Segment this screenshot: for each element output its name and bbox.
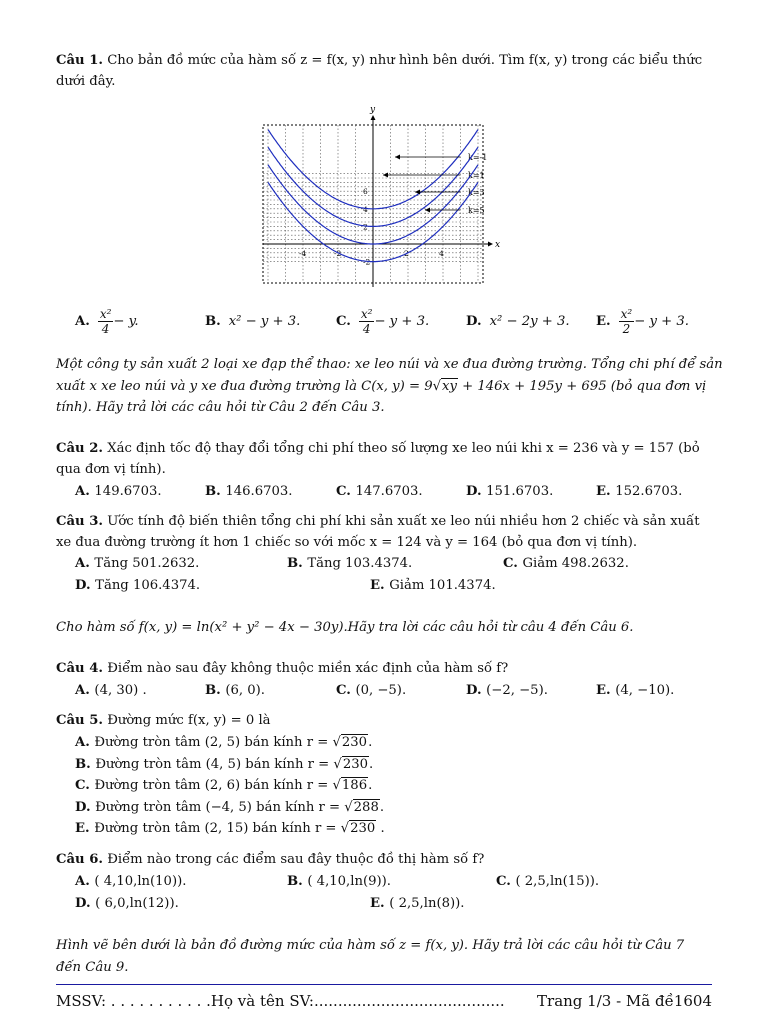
- q1-option-text: − y + 3.: [634, 313, 689, 329]
- q4-option-d: [466, 683, 548, 698]
- q6-option-d: [75, 896, 179, 911]
- q1-option-c: [336, 303, 429, 339]
- q4-option-c: [336, 683, 406, 698]
- q6-option-d-text: ( 6,0,ln(12)).: [95, 896, 179, 911]
- y-tick-label: 2: [363, 222, 368, 232]
- q1-option-letter: E.: [596, 313, 611, 329]
- q4-option-a-letter: A.: [75, 683, 95, 698]
- q6-text: Điểm nào trong các điểm sau đây thuộc đồ thị hàm số f?: [107, 852, 485, 867]
- q1-option-text: x² − y + 3.: [228, 313, 301, 329]
- q5-option-text: Đường tròn tâm (2, 5) bán kính r = √: [94, 735, 341, 750]
- q3-option-d: [75, 578, 200, 593]
- q2-option-a-letter: A.: [75, 484, 95, 499]
- q3-option-e-letter: E.: [370, 578, 390, 593]
- q3-text: Ước tính độ biến thiên tổng chi phí khi sản xuất xe leo núi nhiều hơn 2 chiếc và sản xuất: [107, 514, 700, 529]
- q5-option-text: Đường tròn tâm (−4, 5) bán kính r = √: [95, 799, 353, 815]
- q1-line1: [56, 53, 702, 68]
- q2-option-e-letter: E.: [596, 484, 616, 499]
- q5-option-end: .: [368, 735, 373, 750]
- series-label: k=1: [468, 171, 485, 180]
- q1-label: Câu 1.: [56, 53, 103, 68]
- q6-option-c-letter: C.: [496, 874, 516, 889]
- q1-option-letter: A.: [75, 313, 90, 329]
- label-pointer-arrow: [383, 173, 388, 178]
- q4-option-b-letter: B.: [205, 683, 226, 698]
- q3-option-c-text: Giảm 498.2632.: [522, 556, 629, 571]
- footer-page-code: Trang 1/3 - Mã đề1604: [537, 992, 712, 1010]
- q6-option-b: [287, 874, 391, 889]
- q2-option-d-text: 151.6703.: [486, 484, 554, 499]
- q4-option-c-letter: C.: [336, 683, 356, 698]
- q4-option-b: [205, 683, 265, 698]
- x-tick-label: -2: [334, 249, 342, 258]
- q6-label: Câu 6.: [56, 852, 103, 867]
- q5-option-radicand: 230: [341, 735, 368, 750]
- q5-option-text: Đường tròn tâm (2, 15) bán kính r = √: [94, 821, 350, 836]
- q6-option-c-text: ( 2,5,ln(15)).: [515, 874, 600, 889]
- q5-option-letter: A.: [75, 735, 95, 750]
- label-pointer-arrow: [425, 208, 430, 213]
- q5-option-radicand: 230: [350, 821, 376, 836]
- q5-option-letter: E.: [75, 821, 95, 836]
- intro2-line3: tính). Hãy trả lời các câu hỏi từ Câu 2 đến Câu 3.: [56, 400, 385, 415]
- q1-option-a: [75, 303, 139, 339]
- q5-option-d: [75, 800, 384, 815]
- intro4: Cho hàm số f(x, y) = ln(x² + y² − 4x − 30y).Hãy tra lời các câu hỏi từ câu 4 đến Câu 6.: [56, 620, 634, 635]
- q4-option-e-letter: E.: [596, 683, 616, 698]
- fraction: $\frac{\text{x²}}{2}$: [620, 306, 633, 336]
- q3-option-e: [370, 578, 496, 593]
- q2-option-b: [205, 484, 292, 499]
- y-tick-label: 4: [363, 204, 368, 214]
- q5-option-e: [75, 821, 385, 836]
- q3-label: Câu 3.: [56, 514, 103, 529]
- q2-option-d: [466, 484, 553, 499]
- q4-option-e: [596, 683, 674, 698]
- y-tick-label: 6: [363, 187, 368, 197]
- label-pointer-arrow: [415, 190, 420, 195]
- series-label: k=5: [468, 206, 485, 215]
- q6-option-a-letter: A.: [75, 874, 95, 889]
- q3-option-a-text: Tăng 501.2632.: [94, 556, 200, 571]
- q5-option-a: [75, 735, 372, 750]
- intro2-line2a: xuất x xe leo núi và y xe đua đường trường là C(x, y) = 9: [56, 379, 433, 394]
- q5-option-c: [75, 778, 372, 793]
- q4-option-a: [75, 683, 147, 698]
- x-axis-label: x: [495, 240, 501, 250]
- q4-option-c-text: (0, −5).: [355, 683, 407, 698]
- q6-line1: [56, 852, 484, 867]
- q3-option-d-letter: D.: [75, 578, 96, 593]
- q6-option-e-letter: E.: [370, 896, 390, 911]
- q1-option-text: − y + 3.: [374, 313, 430, 329]
- q4-option-b-text: (6, 0).: [225, 683, 265, 698]
- q2-label: Câu 2.: [56, 441, 103, 456]
- q1-option-text: x² − 2y + 3.: [489, 313, 570, 329]
- q2-line1: [56, 441, 700, 456]
- q2-option-e: [596, 484, 682, 499]
- intro7-line2: đến Câu 9.: [56, 960, 129, 975]
- q1-option-d: [466, 303, 570, 339]
- q2-option-c-letter: C.: [336, 484, 356, 499]
- q4-text: Điểm nào sau đây không thuộc miền xác định của hàm số f?: [107, 661, 509, 676]
- q1-option-letter: D.: [466, 313, 482, 329]
- q2-option-a-text: 149.6703.: [94, 484, 162, 499]
- q5-option-b: [75, 757, 373, 772]
- q2-option-b-text: 146.6703.: [225, 484, 293, 499]
- q5-line1: [56, 713, 271, 728]
- y-tick-label: -2: [363, 257, 371, 267]
- q5-option-end: .: [376, 821, 385, 836]
- series-label: k=3: [468, 188, 485, 197]
- series-label: k=-1: [468, 153, 488, 162]
- intro7-line1: Hình vẽ bên dưới là bản đồ đường mức của hàm số z = f(x, y). Hãy trả lời các câu hỏi từ Câu 7: [56, 938, 685, 953]
- q6-option-b-text: ( 4,10,ln(9)).: [307, 874, 391, 889]
- q2-option-d-letter: D.: [466, 484, 487, 499]
- q3-option-c-letter: C.: [503, 556, 523, 571]
- q5-option-letter: B.: [75, 756, 96, 772]
- q4-option-e-text: (4, −10).: [615, 683, 675, 698]
- q6-option-d-letter: D.: [75, 896, 96, 911]
- intro2-line2: xuất x xe leo núi và y xe đua đường trường là C(x, y) = 9√xy + 146x + 195y + 695 (bỏ qua đơn vị: [56, 379, 707, 394]
- q3-option-b: [287, 556, 412, 571]
- q6-option-a-text: ( 4,10,ln(10)).: [94, 874, 187, 889]
- q2-option-b-letter: B.: [205, 484, 226, 499]
- q3-line2: xe đua đường trường ít hơn 1 chiếc so với mốc x = 124 và y = 164 (bỏ qua đơn vị tính).: [56, 535, 638, 550]
- q3-option-d-text: Tăng 106.4374.: [95, 578, 201, 593]
- q4-label: Câu 4.: [56, 661, 103, 676]
- q5-option-text: Đường tròn tâm (2, 6) bán kính r = √: [94, 778, 341, 793]
- fraction: $\frac{\text{x²}}{4}$: [360, 306, 373, 336]
- q6-option-e-text: ( 2,5,ln(8)).: [389, 896, 465, 911]
- label-pointer-arrow: [395, 155, 400, 160]
- q2-option-a: [75, 484, 162, 499]
- q1-text: Cho bản đồ mức của hàm số z = f(x, y) như hình bên dưới. Tìm f(x, y) trong các biểu thức: [107, 53, 703, 68]
- x-tick-label: 4: [439, 249, 444, 258]
- q1-option-letter: B.: [205, 313, 221, 329]
- x-axis-arrow: [488, 242, 493, 247]
- q5-option-text: Đường tròn tâm (4, 5) bán kính r = √: [95, 756, 342, 772]
- x-tick-label: -4: [299, 249, 307, 258]
- footer-rule: [56, 984, 712, 985]
- q2-option-c: [336, 484, 423, 499]
- q1-option-b: [205, 303, 300, 339]
- q2-option-e-text: 152.6703.: [615, 484, 683, 499]
- q3-option-e-text: Giảm 101.4374.: [389, 578, 496, 593]
- q5-option-end: .: [368, 778, 373, 793]
- q5-option-end: .: [368, 756, 374, 772]
- y-axis-label: y: [370, 105, 376, 115]
- intro2-line1: Một công ty sản xuất 2 loại xe đạp thể thao: xe leo núi và xe đua đường trường. Tổng chi phí để sản: [56, 357, 723, 372]
- q3-option-b-letter: B.: [287, 556, 308, 571]
- q6-option-b-letter: B.: [287, 874, 308, 889]
- footer-student-info: MSSV: . . . . . . . . . . .Họ và tên SV:........................................: [56, 992, 505, 1010]
- q3-option-a: [75, 556, 199, 571]
- q5-option-letter: C.: [75, 778, 95, 793]
- q5-option-radicand: 186: [341, 778, 368, 793]
- q2-line2: qua đơn vị tính).: [56, 462, 166, 477]
- q1-option-e: [596, 303, 689, 339]
- q1-option-letter: C.: [336, 313, 351, 329]
- q5-option-letter: D.: [75, 799, 96, 815]
- q4-option-d-letter: D.: [466, 683, 487, 698]
- q3-option-a-letter: A.: [75, 556, 95, 571]
- q6-option-a: [75, 874, 186, 889]
- q5-label: Câu 5.: [56, 713, 103, 728]
- q5-option-end: .: [379, 799, 385, 815]
- q4-option-d-text: (−2, −5).: [486, 683, 548, 698]
- q4-option-a-text: (4, 30) .: [94, 683, 147, 698]
- y-axis-arrow: [371, 115, 376, 120]
- q5-option-radicand: 230: [342, 756, 368, 772]
- q3-option-b-text: Tăng 103.4374.: [307, 556, 413, 571]
- intro2-sqrt: xy: [442, 379, 457, 394]
- q5-text: Đường mức f(x, y) = 0 là: [107, 713, 271, 728]
- q1-option-text: − y.: [113, 313, 139, 329]
- q3-line1: [56, 514, 700, 529]
- q3-option-c: [503, 556, 629, 571]
- q5-option-radicand: 288: [353, 799, 379, 815]
- intro2-line2b: + 146x + 195y + 695 (bỏ qua đơn vị: [457, 379, 707, 394]
- q2-text: Xác định tốc độ thay đổi tổng chi phí theo số lượng xe leo núi khi x = 236 và y = 157 (bỏ: [107, 441, 700, 456]
- fraction: $\frac{\text{x²}}{4}$: [99, 306, 112, 336]
- level-curve-chart: [255, 105, 505, 290]
- q6-option-c: [496, 874, 599, 889]
- x-tick-label: 2: [404, 249, 409, 258]
- q6-option-e: [370, 896, 464, 911]
- q4-line1: [56, 661, 508, 676]
- q2-option-c-text: 147.6703.: [355, 484, 423, 499]
- q1-line2: dưới đây.: [56, 74, 116, 89]
